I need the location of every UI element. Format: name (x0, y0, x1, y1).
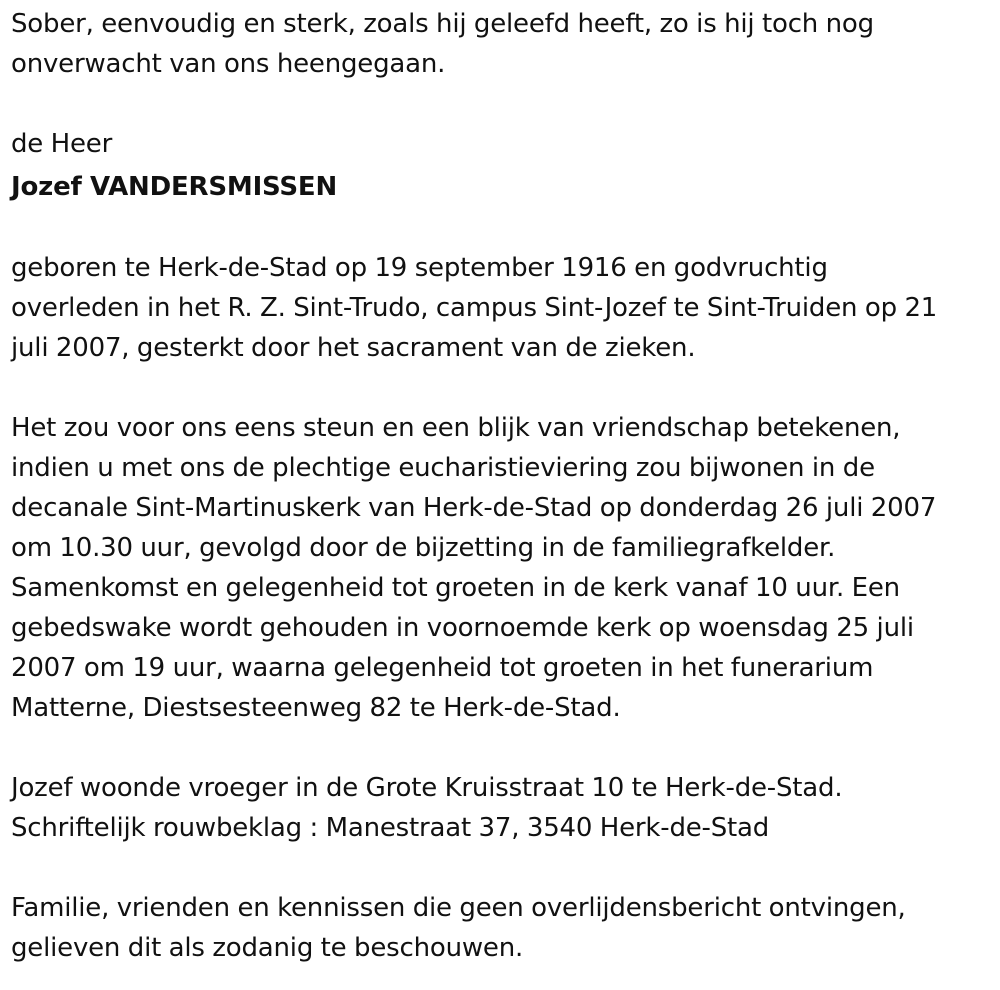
service-line: decanale Sint-Martinuskerk van Herk-de-Stad op donderdag 26 juli 2007 (11, 493, 937, 523)
closing-line: Familie, vrienden en kennissen die geen overlijdensbericht ontvingen, (11, 893, 906, 923)
service-line: 2007 om 19 uur, waarna gelegenheid tot groeten in het funerarium (11, 653, 874, 683)
birth-paragraph (11, 248, 996, 368)
honorific-title: de Heer (11, 129, 113, 159)
intro-paragraph (11, 4, 996, 84)
intro-line: Sober, eenvoudig en sterk, zoals hij geleefd heeft, zo is hij toch nog (11, 9, 874, 39)
intro-line: onverwacht van ons heengegaan. (11, 49, 446, 79)
service-line: Matterne, Diestsesteenweg 82 te Herk-de-Stad. (11, 693, 621, 723)
service-line: Het zou voor ons eens steun en een blijk van vriendschap betekenen, (11, 413, 901, 443)
birth-line: overleden in het R. Z. Sint-Trudo, campus Sint-Jozef te Sint-Truiden op 21 (11, 293, 938, 323)
birth-line: juli 2007, gesterkt door het sacrament van de zieken. (11, 333, 696, 363)
spacer (11, 848, 996, 888)
address-paragraph (11, 768, 996, 848)
closing-line: gelieven dit als zodanig te beschouwen. (11, 933, 524, 963)
spacer (11, 224, 996, 248)
spacer (11, 728, 996, 768)
obituary-document (11, 4, 996, 968)
deceased-name: Jozef VANDERSMISSEN (11, 172, 338, 202)
birth-line: geboren te Herk-de-Stad op 19 september 1916 en godvruchtig (11, 253, 828, 283)
address-line: Schriftelijk rouwbeklag : Manestraat 37, 3540 Herk-de-Stad (11, 813, 770, 843)
closing-paragraph (11, 888, 996, 968)
spacer (11, 84, 996, 124)
address-line: Jozef woonde vroeger in de Grote Kruisstraat 10 te Herk-de-Stad. (11, 773, 843, 803)
service-line: Samenkomst en gelegenheid tot groeten in de kerk vanaf 10 uur. Een (11, 573, 900, 603)
spacer (11, 368, 996, 408)
service-paragraph (11, 408, 996, 728)
service-line: indien u met ons de plechtige eucharistieviering zou bijwonen in de (11, 453, 875, 483)
service-line: om 10.30 uur, gevolgd door de bijzetting in de familiegrafkelder. (11, 533, 836, 563)
service-line: gebedswake wordt gehouden in voornoemde kerk op woensdag 25 juli (11, 613, 914, 643)
